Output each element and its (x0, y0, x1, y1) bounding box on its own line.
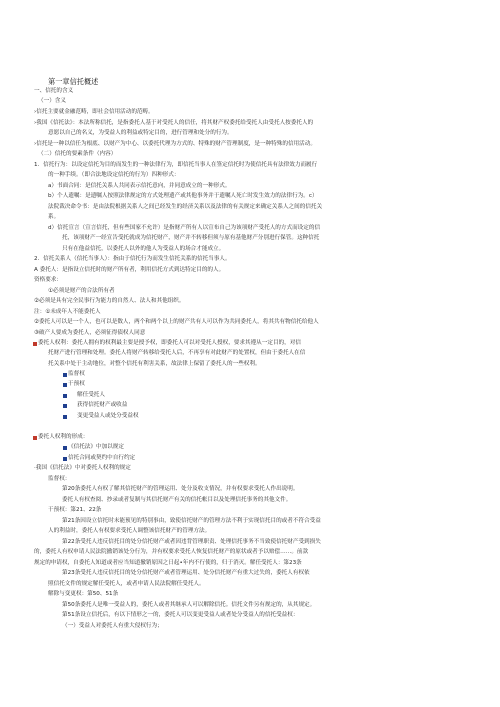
text-line: 第22条受托人违反信托目的处分信托财产或者因违背管理职责、处理信托事务不当致使信托财产受到损失 (62, 539, 321, 545)
text-line: 第23条受托人违反信托目的处分信托财产或者管理运用、处分信托财产有重大过失的，委托人有权依 (62, 570, 310, 576)
text-line: 法院裁决命令书：是由法院根据关系人之间已经发生的经济关系以及法律的有关规定来确定关系人之间的信托关 (48, 204, 323, 210)
text-line: 的，委托人有权申请人民法院撤销该处分行为，并有权要求受托人恢复信托财产的原状或者予以赔偿……。前款 (34, 549, 309, 555)
blue-square-bullet-icon (63, 415, 67, 419)
text-line: 干预权 (68, 381, 85, 387)
text-line: 监督权 (68, 371, 85, 377)
text-line: 干预权：第21、22条 (48, 507, 102, 513)
text-line: ›信托是一种以信任为根底、以财产为中心、以委托代理为方式的、特殊的财产管理制度，是一种特殊的信用活动。 (34, 141, 316, 147)
text-line: 托，该项财产一经宣告受托就成为信托财产，财产并不转移但须与原有基他财产分别进行保管。这种信托 (62, 235, 320, 241)
text-line: 注：①未成年人不能委托人 (34, 309, 101, 315)
text-line: ②委托人可以是一个人，也可以是数人，两个和两个以上的财产共有人可以作为共同委托人，将其共有物信托给他人 (34, 319, 319, 325)
text-line: b）个人遗嘱：是遗嘱人按照法律规定的方式处理遗产或其他事务并于遗嘱人死亡时发生效力的法律行为。c） (48, 193, 318, 199)
text-line: 委托人有权查阅、抄录或者复制与其信托财产有关的信托帐目以及处理信托事务的其他文件。 (62, 497, 292, 503)
text-line: 意愿以自己的名义，为受益人的利益或特定目的，进行管理和处分的行为。 (48, 130, 233, 136)
text-line: 解任受托人 (77, 392, 105, 398)
blue-square-bullet-icon (63, 383, 67, 387)
text-line: ›我国《信托法》：本法所称信托，是指委托人基于对受托人的信任，将其财产权委托给受托人由受托人按委托人的 (34, 120, 314, 126)
text-line: 规定的申请权，自委托人知道或者应当知道撤销原因之日起•年内不行使的，归于消灭。解任受托人：第23条 (34, 560, 302, 566)
text-line: 变更受益人或处分受益权 (77, 413, 139, 419)
red-square-bullet-icon (33, 342, 37, 346)
blue-square-bullet-icon (63, 457, 67, 461)
text-line: 第51条设立信托后，有以下情形之一的，委托人可以变更受益人或者处分受益人的信托受益权： (62, 612, 299, 618)
text-line: 第20条委托人有权了解其信托财产的管理运用、处分及收支情况，并有权要求受托人作出说明。 (62, 486, 299, 492)
text-line: ›信托主要就金融范畴，即社会信用活动的范畴。 (34, 109, 154, 115)
text-line: 1．信托行为：以设定信托为目的而发生的一种法律行为，即信托当事人在签定信托时为使信托具有法律效力而履行 (34, 162, 318, 168)
text-line: 资格要求： (34, 277, 62, 283)
red-square-bullet-icon (33, 436, 37, 440)
blue-square-bullet-icon (63, 394, 67, 398)
text-line: （一）受益人对委托人有重大侵权行为； (62, 623, 163, 629)
text-line: 托关系中处于主动地位，对整个信托有利害关系，故法律上保留了委托人的一些权利。 (48, 361, 261, 367)
text-line: （一）含义 (38, 98, 66, 104)
text-line: 的一种手续。（即合法地设定信托的行为）四种形式： (48, 172, 180, 178)
text-line: 一、信托的含义 (34, 88, 74, 94)
text-line: 第50条委托人是唯一受益人的，委托人或者其继承人可以解除信托。信托文件另有规定的，从其规定。 (62, 602, 316, 608)
text-line: 只有在他益信托，以委托人以外的他人为受益人的场合才能成立。 (62, 246, 225, 252)
text-line: 系。 (48, 214, 60, 220)
text-line: 委托人权利：委托人拥有的权利最主要是授予权，即委托人可以对受托人授权，要求其遵从一定目的，对信 (38, 340, 301, 346)
text-line: 监督权： (48, 476, 71, 482)
text-line: 照信托文件的规定解任受托人，或者申请人民法院解任受托人。 (48, 581, 205, 587)
chapter-title: 第一章信托概述 (48, 77, 99, 86)
text-line: 信托合同或契约中自行约定 (68, 455, 136, 461)
text-line: A 委托人：是指设立信托时的财产所有者，利用信托方式到达特定目的的人。 (34, 267, 225, 273)
blue-square-bullet-icon (63, 404, 67, 408)
blue-square-bullet-icon (63, 373, 67, 377)
text-line: 解除与变更权：第50、51条 (48, 591, 119, 597)
text-line: ②必须是具有完全民事行为能力的自然人、法人和其他组织。 (34, 298, 185, 304)
text-line: ·我国《信托法》中对委托人权利的规定 (34, 465, 131, 471)
text-line: （二）信托的要素条件（内容） (38, 151, 117, 157)
text-line: 人的利益时，委托人有权要求受托人调整该信托财产的管理方法。 (48, 528, 211, 534)
text-line: a）书面合同：是信托关系人共同表示信托意向，并同意成立的一种形式。 (48, 183, 231, 189)
text-line: 第21条因设立信托时未能预见的特别事由，致使信托财产的管理方法不利于实现信托目的或者不符合受益 (62, 518, 321, 524)
text-line: ①必须是财产的合法所有者 (48, 288, 115, 294)
text-line: d）信托宣言（宣言信托，但有些国家不允许）是指财产所有人以宣布自己为该项财产受托人的方式而设定的信 (48, 225, 321, 231)
text-line: 托财产进行管理和处理。委托人将财产转移给受托人后，不再享有对此财产的处置权，但由于委托人在信 (48, 350, 306, 356)
blue-square-bullet-icon (63, 446, 67, 450)
text-line: 获得信托财产或收益 (77, 402, 128, 408)
text-line: 委托人权利的形成： (38, 434, 89, 440)
text-line: 2．信托关系人（信托当事人）：指由于信托行为而发生信托关系的信托当事人。 (34, 256, 231, 262)
text-line: ③破产人要成为委托人，必须征得债权人同意 (34, 330, 146, 336)
text-line: 《信托法》中加以规定 (68, 444, 124, 450)
